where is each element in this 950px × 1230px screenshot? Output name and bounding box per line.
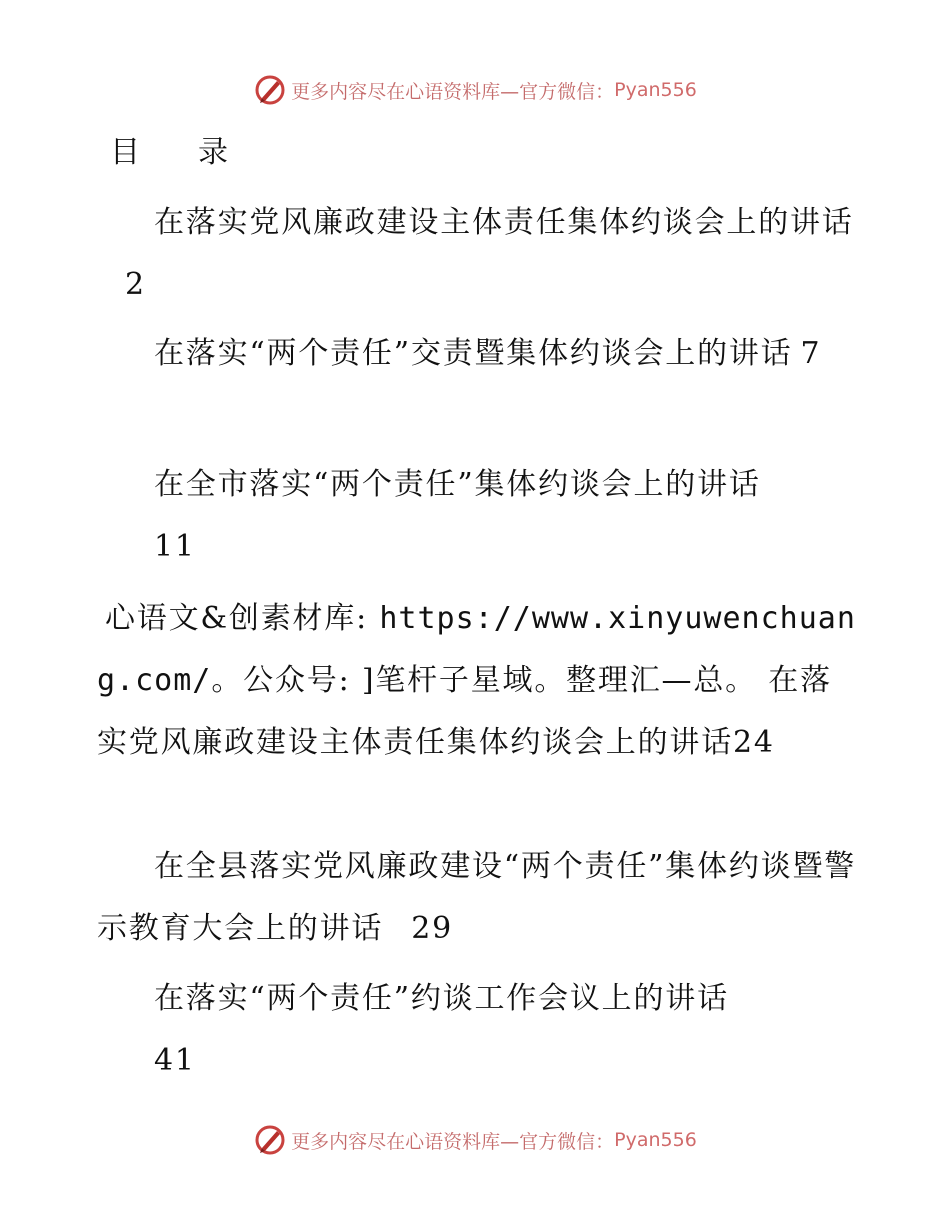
toc-entry-page: 11: [154, 529, 196, 564]
toc-entry-page: 2: [125, 267, 146, 302]
toc-entry-page: 24: [733, 725, 775, 760]
banner-text: 更多内容尽在心语资料库—官方微信：: [291, 80, 615, 103]
toc-entry-text: 在全市落实“两个责任”集体约谈会上的讲话: [154, 467, 761, 502]
toc-entry-text: 在落实党风廉政建设主体责任集体约谈会上的讲话: [154, 205, 854, 240]
note-rest: 。公众号: ]笔杆子星域。整理汇—总。: [211, 663, 757, 698]
toc-entry-text[interactable]: 在落实党风廉政建设主体责任集体约谈会上的讲话: [97, 663, 832, 760]
banner-wechat-id: Pyan556: [614, 1129, 697, 1151]
source-url-link[interactable]: https://www.xinyuwenchuang.com/: [97, 601, 856, 698]
toc-entry-1[interactable]: [97, 192, 857, 316]
source-note: [97, 588, 857, 774]
toc-entry-page: 7: [800, 336, 822, 371]
footer-banner: [0, 1120, 950, 1160]
pen-logo-icon: [253, 1123, 287, 1157]
toc-entry-page: 41: [154, 1043, 196, 1078]
page-title: 目录: [110, 135, 286, 170]
toc-entry-text: 在全县落实党风廉政建设“两个责任”集体约谈暨警示教育大会上的讲话: [97, 849, 857, 946]
banner-wechat-id: Pyan556: [614, 79, 697, 101]
toc-entry-text: 在落实“两个责任”约谈工作会议上的讲话: [154, 981, 729, 1016]
note-lead: 心语文&创素材库:: [105, 601, 380, 636]
pen-logo-icon: [253, 73, 287, 107]
toc-entry-2[interactable]: [97, 323, 857, 385]
toc-entry-3[interactable]: [97, 454, 857, 578]
toc-entry-6[interactable]: [97, 968, 857, 1092]
toc-entry-5[interactable]: [97, 836, 857, 960]
banner-text: 更多内容尽在心语资料库—官方微信：: [291, 1130, 615, 1153]
header-banner: [0, 70, 950, 110]
toc-entry-text: 在落实“两个责任”交责暨集体约谈会上的讲话: [154, 336, 793, 371]
toc-entry-page: 29: [411, 911, 453, 946]
